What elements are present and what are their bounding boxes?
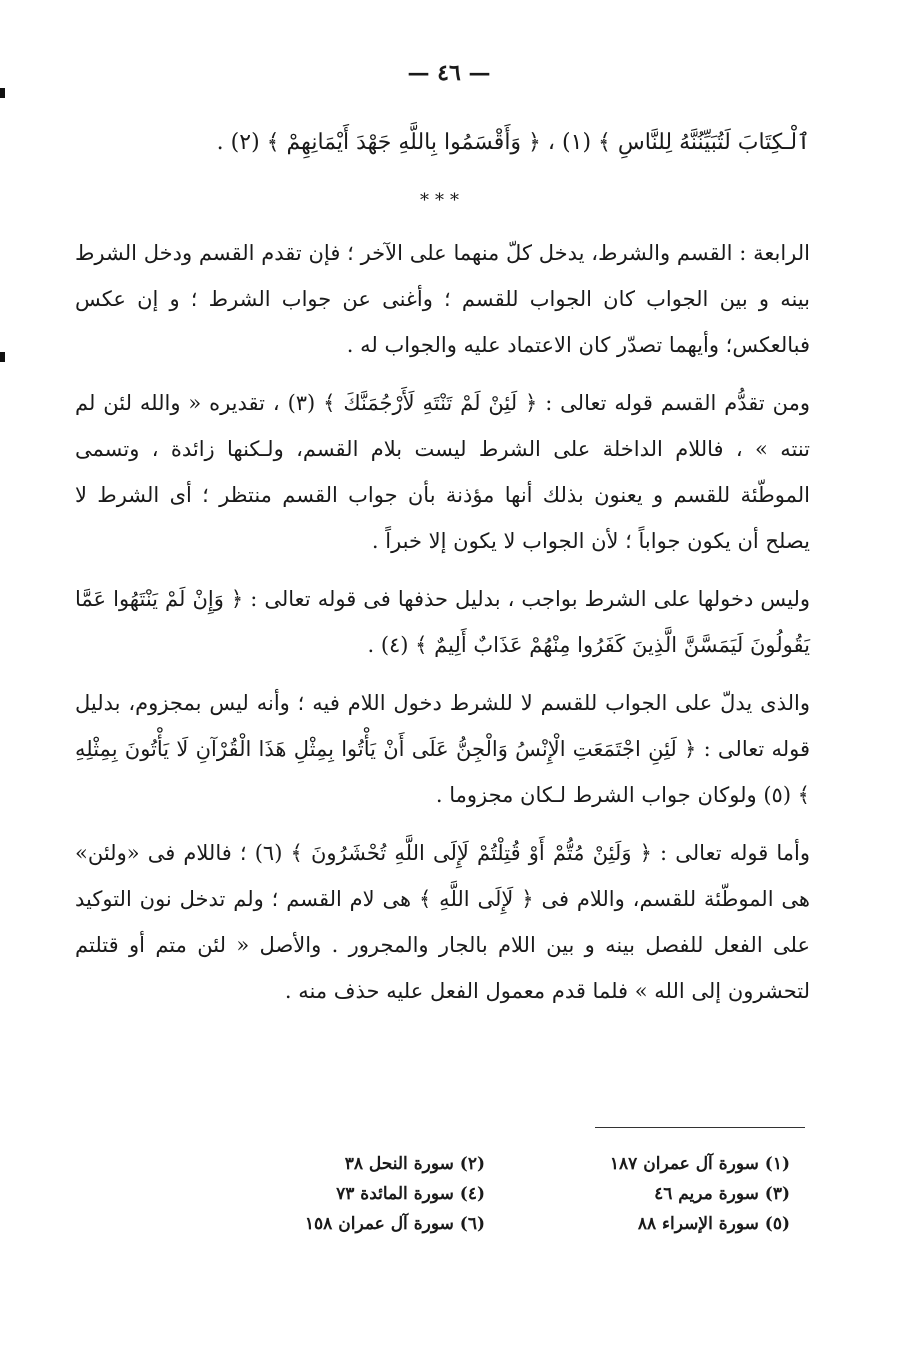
- paragraph-4: والذى يدلّ على الجواب للقسم لا للشرط دخول اللام فيه ؛ وأنه ليس بمجزوم، بدليل قوله تعالى : ﴿ لَئِنِ اجْتَمَعَتِ الْإِنْسُ وَالْجِنُّ عَلَى أَنْ يَأْتُوا بِمِثْلِ هَذَا الْقُرْآنِ لَا يَأْتُونَ بِمِثْلِهِ ﴾ (٥) ولوكان جواب الشرط لـكان مجزوما .: [75, 691, 810, 807]
- footnote-4: (٤) سورة المائدة ٧٣: [336, 1184, 485, 1204]
- footnote-5: (٥) سورة الإسراء ٨٨: [637, 1214, 790, 1234]
- paragraph-2: ومن تقدُّم القسم قوله تعالى : ﴿ لَئِنْ لَمْ تَنْتَهِ لَأَرْجُمَنَّكَ ﴾ (٣) ، تقديره « والله لئن لم تنته » ، فاللام الداخلة على الشرط ليست بلام القسم، ولـكنها زائدة ، وتسمى الموطّئة للقسم و يعنون بذلك أنها مؤذنة بأن جواب القسم منتظر ؛ أى الشرط لا يصلح أن يكون جواباً ؛ لأن الجواب لا يكون إلا خبراً .: [75, 391, 810, 553]
- margin-mark-2: [0, 352, 5, 362]
- margin-mark-1: [0, 88, 5, 98]
- footnote-3: (٣) سورة مريم ٤٦: [654, 1184, 790, 1204]
- paragraph-1: الرابعة : القسم والشرط، يدخل كلّ منهما على الآخر ؛ فإن تقدم القسم ودخل الشرط بينه و بين الجواب كان الجواب للقسم ؛ وأغنى عن جواب الشرط ؛ و إن عكس فبالعكس؛ وأيهما تصدّر كان الاعتماد عليه والجواب له .: [75, 241, 810, 357]
- verse-line: ٱلْـكِتَابَ لَتُبَيِّنُنَّهُ لِلنَّاسِ ﴾ (١) ، ﴿ وَأَقْسَمُوا بِاللَّهِ جَهْدَ أَيْمَانِهِمْ ﴾ (٢) .: [216, 130, 810, 155]
- section-separator: ***: [420, 190, 465, 211]
- footnotes: [200, 1150, 790, 1238]
- footnote-6: (٦) سورة آل عمران ١٥٨: [304, 1214, 485, 1234]
- paragraph-5: وأما قوله تعالى : ﴿ وَلَئِنْ مُتُّمْ أَوْ قُتِلْتُمْ لَإِلَى اللَّهِ تُحْشَرُونَ ﴾ (٦) ؛ فاللام فى «ولئن» هى الموطّئة للقسم، واللام فى ﴿ لَإِلَى اللَّهِ ﴾ هى لام القسم ؛ ولم تدخل نون التوكيد على الفعل للفصل بينه و بين اللام بالجار والمجرور . والأصل « لئن متم أو قتلتم لتحشرون إلى الله » فلما قدم معمول الفعل عليه حذف منه .: [75, 841, 810, 1003]
- footnote-separator: [595, 1127, 805, 1128]
- paragraph-3: وليس دخولها على الشرط بواجب ، بدليل حذفها فى قوله تعالى : ﴿ وَإِنْ لَمْ يَنْتَهُوا عَمَّا يَقُولُونَ لَيَمَسَّنَّ الَّذِينَ كَفَرُوا مِنْهُمْ عَذَابٌ أَلِيمٌ ﴾ (٤) .: [75, 587, 810, 657]
- footnote-2: (٢) سورة النحل ٣٨: [344, 1154, 485, 1174]
- footnote-1: (١) سورة آل عمران ١٨٧: [609, 1154, 790, 1174]
- page-number: — ٤٦ —: [407, 60, 491, 86]
- page-body: [75, 120, 810, 1026]
